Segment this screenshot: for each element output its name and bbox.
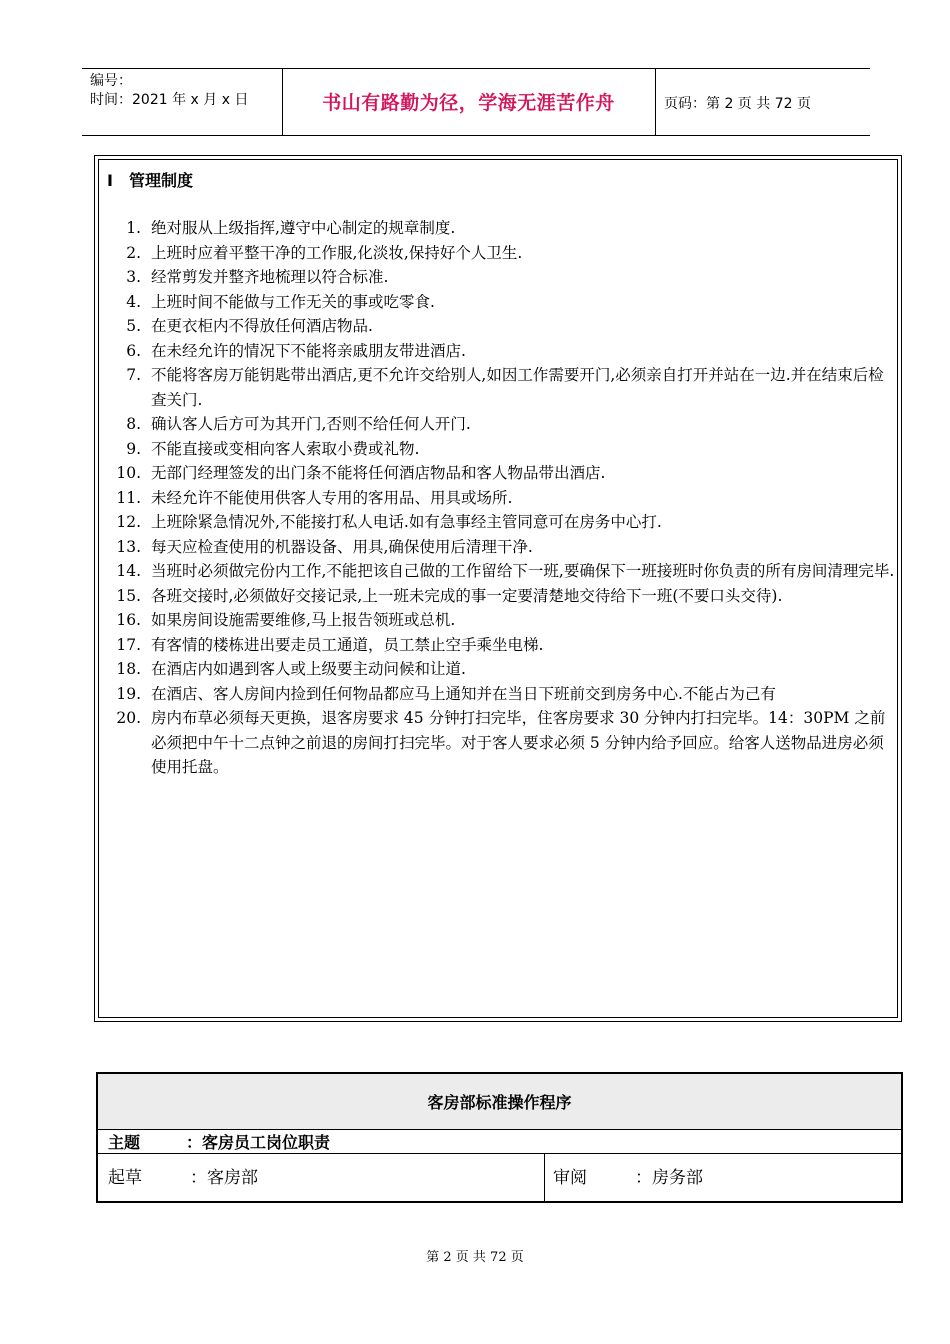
review-label: 审阅 bbox=[553, 1168, 587, 1188]
rule-text: 上班除紧急情况外,不能接打私人电话.如有急事经主管同意可在房务中心打. bbox=[151, 513, 662, 531]
sop-table bbox=[96, 1072, 903, 1203]
rule-number: 11. bbox=[116, 488, 141, 507]
rule-text: 如果房间设施需要维修,马上报告领班或总机. bbox=[151, 611, 456, 629]
rule-item bbox=[105, 559, 895, 584]
rule-text: 在未经允许的情况下不能将亲戚朋友带进酒店. bbox=[151, 341, 466, 360]
header-page-info: 页码：第 2 页 共 72 页 bbox=[664, 96, 811, 112]
rule-item bbox=[105, 608, 895, 633]
rule-text: 当班时必须做完份内工作,不能把该自己做的工作留给下一班,要确保下一班接班时你负责的所有房间清理完毕. bbox=[151, 562, 895, 580]
rule-item bbox=[105, 241, 895, 266]
sop-row-divider bbox=[544, 1154, 545, 1201]
management-rules-inner-border bbox=[98, 159, 898, 1018]
rule-number: 9. bbox=[126, 439, 141, 458]
rule-item bbox=[105, 412, 895, 437]
rule-text: 各班交接时,必须做好交接记录,上一班未完成的事一定要清楚地交待给下一班(不要口头交待). bbox=[151, 586, 783, 605]
rule-item bbox=[105, 363, 895, 412]
rule-number: 5. bbox=[126, 317, 141, 335]
rule-text: 无部门经理签发的出门条不能将任何酒店物品和客人物品带出酒店. bbox=[151, 464, 606, 482]
draft-label: 起草 bbox=[108, 1168, 142, 1188]
rule-item bbox=[105, 510, 895, 535]
rule-text: 不能将客房万能钥匙带出酒店,更不允许交给别人,如因工作需要开门,必须亲自打开并站在一边.并在结束后检查关门. bbox=[151, 366, 884, 409]
subject-label: 主题 bbox=[108, 1133, 141, 1152]
sop-subject-row bbox=[98, 1129, 901, 1154]
rule-item bbox=[105, 314, 895, 339]
header-meta bbox=[90, 72, 248, 110]
rule-item bbox=[105, 339, 895, 364]
rule-text: 经常剪发并整齐地梳理以符合标准. bbox=[151, 268, 389, 286]
rule-item bbox=[105, 486, 895, 511]
document-date: 时间：2021 年 x 月 x 日 bbox=[90, 92, 249, 108]
rule-number: 8. bbox=[126, 415, 141, 433]
rule-number: 13. bbox=[116, 537, 141, 556]
rule-number: 14. bbox=[116, 562, 141, 580]
rule-item bbox=[105, 535, 895, 560]
rule-number: 18. bbox=[116, 660, 141, 678]
header-motto: 书山有路勤为径，学海无涯苦作舟 bbox=[322, 92, 615, 114]
rule-number: 2. bbox=[126, 243, 141, 262]
rule-item bbox=[105, 706, 895, 780]
rule-item bbox=[105, 461, 895, 486]
rule-item bbox=[105, 657, 895, 682]
subject-value: ：客房员工岗位职责 bbox=[186, 1133, 331, 1152]
rule-text: 上班时间不能做与工作无关的事或吃零食. bbox=[151, 292, 435, 311]
rule-text: 有客情的楼栋进出要走员工通道，员工禁止空手乘坐电梯. bbox=[151, 635, 544, 654]
rule-item bbox=[105, 633, 895, 658]
sop-draft-review-row bbox=[98, 1154, 901, 1201]
rule-number: 15. bbox=[116, 586, 141, 605]
header-bottom-rule bbox=[82, 135, 870, 136]
rule-number: 16. bbox=[116, 611, 141, 629]
rule-item bbox=[105, 584, 895, 609]
rule-text: 上班时应着平整干净的工作服,化淡妆,保持好个人卫生. bbox=[151, 243, 523, 262]
sop-title: 客房部标准操作程序 bbox=[98, 1074, 901, 1130]
management-rules-box bbox=[94, 155, 902, 1022]
rule-text: 每天应检查使用的机器设备、用具,确保使用后清理干净. bbox=[151, 537, 533, 556]
rule-text: 在酒店内如遇到客人或上级要主动问候和让道. bbox=[151, 660, 466, 678]
rule-text: 不能直接或变相向客人索取小费或礼物. bbox=[151, 439, 420, 458]
rule-text: 在酒店、客人房间内捡到任何物品都应马上通知并在当日下班前交到房务中心.不能占为己有 bbox=[151, 684, 776, 703]
rule-item bbox=[105, 682, 895, 707]
rule-number: 20. bbox=[116, 709, 141, 727]
rule-item bbox=[105, 290, 895, 315]
rule-item bbox=[105, 216, 895, 241]
footer-page-number: 第 2 页 共 72 页 bbox=[426, 1250, 524, 1265]
rule-number: 3. bbox=[126, 268, 141, 286]
rule-item bbox=[105, 437, 895, 462]
rule-number: 1. bbox=[126, 219, 141, 237]
draft-value: ：客房部 bbox=[190, 1168, 258, 1188]
rule-item bbox=[105, 265, 895, 290]
rule-number: 6. bbox=[126, 341, 141, 360]
rule-number: 17. bbox=[116, 635, 141, 654]
rule-number: 4. bbox=[126, 292, 141, 311]
review-value: ：房务部 bbox=[635, 1168, 703, 1188]
rules-list bbox=[105, 216, 895, 780]
rule-text: 绝对服从上级指挥,遵守中心制定的规章制度. bbox=[151, 219, 456, 237]
rule-text: 房内布草必须每天更换，退客房要求 45 分钟打扫完毕，住客房要求 30 分钟内打扫完毕。14：30PM 之前必须把中午十二点钟之前退的房间打扫完毕。对于客人要求必须 5 分钟内给予回应。给客人送物品进房必须使用托盘。 bbox=[151, 709, 886, 776]
header-divider-right bbox=[655, 68, 656, 135]
rule-text: 在更衣柜内不得放任何酒店物品. bbox=[151, 317, 373, 335]
document-number-label: 编号： bbox=[90, 73, 132, 89]
section-title: I 管理制度 bbox=[107, 171, 193, 190]
rule-text: 确认客人后方可为其开门,否则不给任何人开门. bbox=[151, 415, 471, 433]
rule-number: 12. bbox=[116, 513, 141, 531]
rule-number: 7. bbox=[126, 366, 141, 384]
rule-number: 19. bbox=[116, 684, 141, 703]
rule-text: 未经允许不能使用供客人专用的客用品、用具或场所. bbox=[151, 488, 513, 507]
rule-number: 10. bbox=[116, 464, 141, 482]
